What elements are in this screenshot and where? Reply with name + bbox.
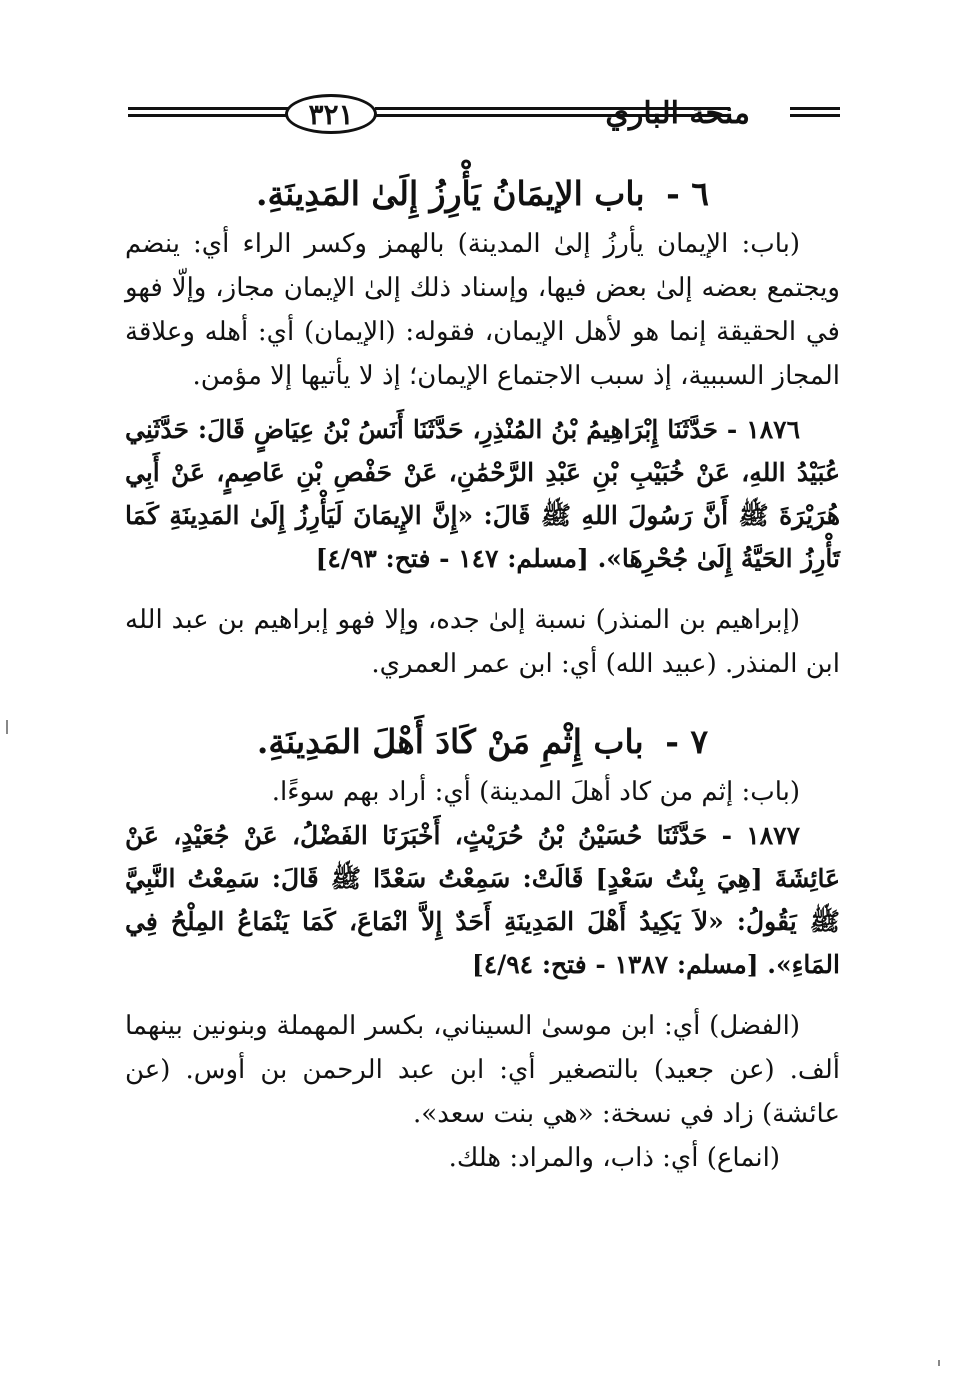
commentary-paragraph: (الفضل) أي: ابن موسىٰ السيناني، بكسر المهملة وبنونين بينهما ألف. (عن جعيد) بالتصغير أي: ابن عبد الرحمن بن أوس. (عن عائشة) زاد في نسخة: «هي بنت سعد». [125, 1011, 840, 1129]
spacer [125, 580, 840, 598]
hadith-reference: [مسلم: ١٣٨٧ - فتح: ٤/٩٤] [471, 950, 759, 979]
commentary-paragraph: (باب: إثم من كاد أهلَ المدينة) أي: أراد بهم سوءًا. [271, 777, 800, 807]
hadith-1877 [125, 814, 840, 986]
chapter-number: ٦ - [666, 174, 709, 213]
page-body [125, 168, 840, 1180]
chapter-heading-7 [125, 716, 840, 768]
scan-mark [938, 1360, 940, 1366]
hadith-reference: [مسلم: ١٤٧ - فتح: ٤/٩٣] [315, 544, 589, 573]
chapter-title: باب إِثْمِ مَنْ كَادَ أَهْلَ المَدِينَةِ. [256, 722, 644, 761]
spacer [125, 686, 840, 716]
commentary-paragraph: (إبراهيم بن المنذر) نسبة إلىٰ جده، وإلا فهو إبراهيم بن عبد الله ابن المنذر. (عبيد الله) أي: ابن عمر العمري. [125, 605, 840, 679]
hadith-1876 [125, 408, 840, 580]
header-rule-right [790, 107, 840, 121]
chapter-title: باب الإيمَانُ يَأْرِزُ إِلَىٰ المَدِينَةِ. [255, 174, 645, 213]
chapter-number: ٧ - [665, 722, 709, 761]
page-header [120, 92, 840, 142]
spacer [125, 986, 840, 1004]
scan-mark [6, 720, 8, 734]
page-number: ٣٢١ [308, 97, 354, 131]
header-rule-left [128, 107, 288, 121]
hadith-text: ١٨٧٧ - حَدَّثَنَا حُسَيْنُ بْنُ حُرَيْثٍ، أَخْبَرَنَا الفَضْلُ، عَنْ جُعَيْدٍ، عَنْ عَائِشَةَ [هِيَ بِنْتُ سَعْدٍ] قَالَتْ: سَمِعْتُ سَعْدًا ﷺ قَالَ: سَمِعْتُ النَّبِيَّ ﷺ يَقُولُ: «لاَ يَكِيدُ أَهْلَ المَدِينَةِ أَحَدٌ إِلاَّ انْمَاعَ، كَمَا يَنْمَاعُ المِلْحُ فِي المَاءِ». [125, 821, 840, 979]
commentary-paragraph: (انماع) أي: ذاب، والمراد: هلك. [448, 1143, 780, 1173]
book-title: منحة الباري [605, 96, 750, 131]
chapter-heading-6 [125, 168, 840, 220]
hadith-text: ١٨٧٦ - حَدَّثَنَا إِبْرَاهِيمُ بْنُ المُنْذِرِ، حَدَّثَنَا أَنَسُ بْنُ عِيَاضٍ قَالَ: حَدَّثَنِي عُبَيْدُ اللهِ، عَنْ خُبَيْبِ بْنِ عَبْدِ الرَّحْمَٰنِ، عَنْ حَفْصِ بْنِ عَاصِمٍ، عَنْ أَبِي هُرَيْرَةَ ﷺ أَنَّ رَسُولَ اللهِ ﷺ قَالَ: «إِنَّ الإِيمَانَ لَيَأْرِزُ إِلَىٰ المَدِينَةِ كَمَا تَأْرِزُ الحَيَّةُ إِلَىٰ جُحْرِهَا». [125, 415, 840, 573]
page-number-badge [285, 94, 377, 134]
commentary-paragraph: (باب: الإيمان يأرزُ إلىٰ المدينة) بالهمز وكسر الراء أي: ينضم ويجتمع بعضه إلىٰ بعض فيها، وإسناد ذلك إلىٰ الإيمان مجاز، وإلّا فهو في الحقيقة إنما هو لأهل الإيمان، فقوله: (الإيمان) أي: أهله وعلاقة المجاز السببية، إذ سبب الاجتماع الإيمان؛ إذ لا يأتيها إلا مؤمن. [125, 229, 840, 391]
